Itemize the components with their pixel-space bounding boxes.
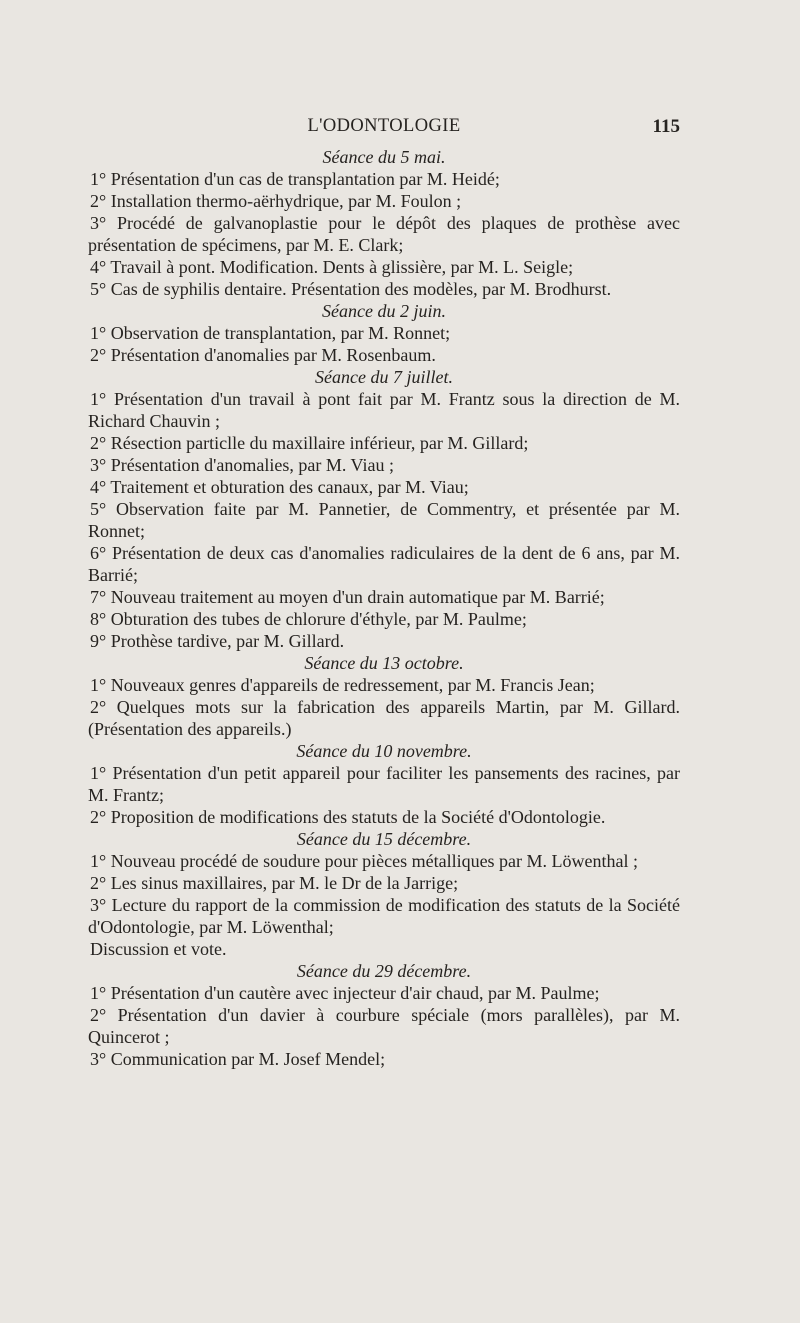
page-header <box>88 116 680 144</box>
list-item: 2° Résection particlle du maxillaire inférieur, par M. Gillard; <box>90 433 529 453</box>
list-item: 3° Lecture du rapport de la commission de modification des statuts de la Société d'Odontologie, par M. Löwenthal; <box>88 895 680 937</box>
session-title: Séance du 10 novembre. <box>296 741 472 761</box>
list-item: 1° Nouveau procédé de soudure pour pièces métalliques par M. Löwenthal ; <box>90 851 639 871</box>
session-29-decembre <box>88 960 680 1070</box>
list-item: 2° Quelques mots sur la fabrication des appareils Martin, par M. Gillard. (Présentation des appareils.) <box>88 697 680 739</box>
session-10-novembre <box>88 740 680 828</box>
list-item: 2° Les sinus maxillaires, par M. le Dr de la Jarrige; <box>90 873 459 893</box>
list-item: 1° Présentation d'un cas de transplantation par M. Heidé; <box>90 169 500 189</box>
list-item: Discussion et vote. <box>90 939 227 959</box>
list-item: 3° Présentation d'anomalies, par M. Viau ; <box>90 455 394 475</box>
running-title: L'ODONTOLOGIE <box>307 116 461 136</box>
list-item: 1° Présentation d'un cautère avec injecteur d'air chaud, par M. Paulme; <box>90 983 600 1003</box>
list-item: 2° Installation thermo-aërhydrique, par M. Foulon ; <box>90 191 462 211</box>
list-item: 5° Cas de syphilis dentaire. Présentation des modèles, par M. Brodhurst. <box>90 279 612 299</box>
list-item: 4° Traitement et obturation des canaux, par M. Viau; <box>90 477 469 497</box>
session-title: Séance du 2 juin. <box>322 301 446 321</box>
session-title: Séance du 13 octobre. <box>304 653 464 673</box>
list-item: 1° Nouveaux genres d'appareils de redressement, par M. Francis Jean; <box>90 675 595 695</box>
list-item: 4° Travail à pont. Modification. Dents à glissière, par M. L. Seigle; <box>90 257 574 277</box>
session-title: Séance du 29 décembre. <box>296 961 472 981</box>
session-13-octobre <box>88 652 680 740</box>
list-item: 1° Présentation d'un travail à pont fait par M. Frantz sous la direction de M. Richard Chauvin ; <box>88 389 680 431</box>
list-item: 1° Présentation d'un petit appareil pour faciliter les pansements des racines, par M. Frantz; <box>88 763 680 805</box>
list-item: 1° Observation de transplantation, par M. Ronnet; <box>90 323 451 343</box>
session-title: Séance du 15 décembre. <box>296 829 472 849</box>
list-item: 7° Nouveau traitement au moyen d'un drain automatique par M. Barrié; <box>90 587 605 607</box>
session-title: Séance du 5 mai. <box>322 147 446 167</box>
session-2-juin <box>88 300 680 366</box>
list-item: 6° Présentation de deux cas d'anomalies radiculaires de la dent de 6 ans, par M. Barrié; <box>88 543 680 585</box>
list-item: 2° Présentation d'anomalies par M. Rosenbaum. <box>90 345 436 365</box>
page-number: 115 <box>652 116 680 137</box>
list-item: 2° Proposition de modifications des statuts de la Société d'Odontologie. <box>90 807 606 827</box>
list-item: 3° Procédé de galvanoplastie pour le dépôt des plaques de prothèse avec présentation de spécimens, par M. E. Clark; <box>88 213 680 255</box>
page-body <box>88 146 680 1070</box>
session-15-decembre <box>88 828 680 960</box>
list-item: 5° Observation faite par M. Pannetier, de Commentry, et présentée par M. Ronnet; <box>88 499 680 541</box>
session-5-mai <box>88 146 680 300</box>
list-item: 8° Obturation des tubes de chlorure d'éthyle, par M. Paulme; <box>90 609 527 629</box>
list-item: 2° Présentation d'un davier à courbure spéciale (mors parallèles), par M. Quincerot ; <box>88 1005 680 1047</box>
list-item: 3° Communication par M. Josef Mendel; <box>90 1049 386 1069</box>
session-7-juillet <box>88 366 680 652</box>
session-title: Séance du 7 juillet. <box>315 367 453 387</box>
list-item: 9° Prothèse tardive, par M. Gillard. <box>90 631 345 651</box>
